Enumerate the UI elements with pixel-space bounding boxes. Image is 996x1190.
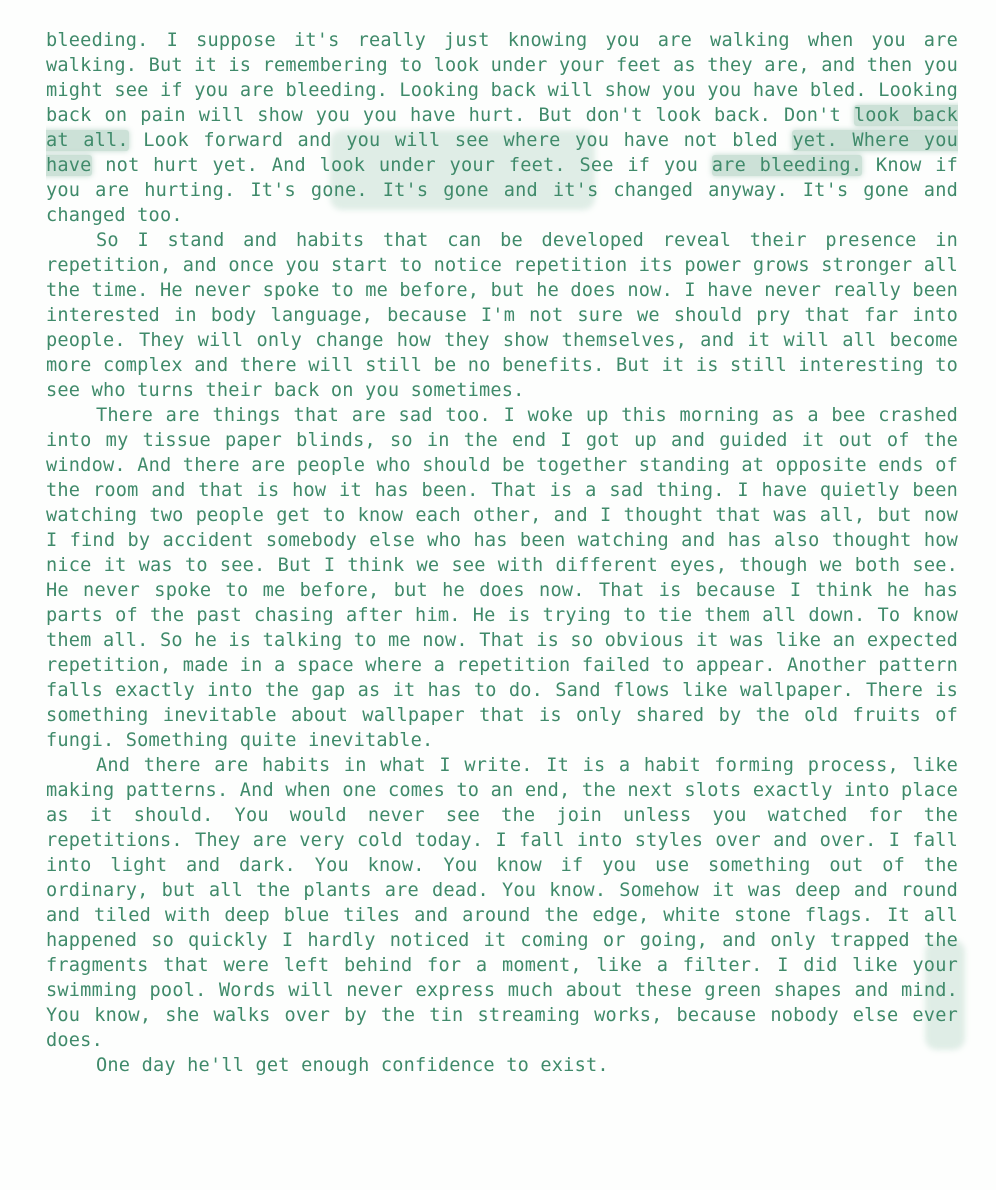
text-segment: not hurt yet. And look under your feet. See if you	[91, 155, 712, 176]
paragraph-3	[46, 403, 958, 753]
text-segment: One day he'll get enough confidence to exist.	[96, 1055, 609, 1076]
text-segment: There are things that are sad too. I woke up this morning as a bee crashed into my tissue paper blinds, so in the end I got up and guided it out of the window. And there are people who should be together standing at opposite ends of the room and that is how it has been. That is a sad thing. I have quietly been watching two people get to know each other, and I thought that was all, but now I find by accident somebody else who has been watching and has also thought how nice it was to see. But I think we see with different eyes, though we both see. He never spoke to me before, but he does now. That is because I think he has parts of the past chasing after him. He is trying to tie them all down. To know them all. So he is talking to me now. That is so obvious it was like an expected repetition, made in a space where a repetition failed to appear. Another pattern falls exactly into the gap as it has to do. Sand flows like wallpaper. There is something inevitable about wallpaper that is only shared by the old fruits of fungi. Something quite inevitable.	[46, 405, 958, 751]
text-segment: Know if you are hurting. It's gone. It's gone and it's changed anyway. It's gone and changed too.	[46, 155, 958, 226]
highlighted-text: are bleeding.	[711, 155, 863, 176]
paragraph-4	[46, 753, 958, 1053]
text-segment: And there are habits in what I write. It is a habit forming process, like making patterns. And when one comes to an end, the next slots exactly into place as it should. You would never see the join unless you watched for the repetitions. They are very cold today. I fall into styles over and over. I fall into light and dark. You know. You know if you use something out of the ordinary, but all the plants are dead. You know. Somehow it was deep and round and tiled with deep blue tiles and around the edge, white stone flags. It all happened so quickly I hardly noticed it coming or going, and only trapped the fragments that were left behind for a moment, like a filter. I did like your swimming pool. Words will never express much about these green shapes and mind. You know, she walks over by the tin streaming works, because nobody else ever does.	[46, 755, 958, 1051]
highlighted-text: yet. Where you have	[46, 130, 958, 176]
paragraph-1	[46, 28, 958, 228]
text-segment: Look forward and you will see where you have not bled	[128, 130, 793, 151]
highlighted-text: look back at all.	[46, 105, 958, 151]
body-text	[46, 28, 958, 1078]
paragraph-2	[46, 228, 958, 403]
paragraph-5	[46, 1053, 958, 1078]
text-segment: So I stand and habits that can be developed reveal their presence in repetition, and once you start to notice repetition its power grows stronger all the time. He never spoke to me before, but he does now. I have never really been interested in body language, because I'm not sure we should pry that far into people. They will only change how they show themselves, and it will all become more complex and there will still be no benefits. But it is still interesting to see who turns their back on you sometimes.	[46, 230, 958, 401]
text-segment: bleeding. I suppose it's really just knowing you are walking when you are walking. But it is remembering to look under your feet as they are, and then you might see if you are bleeding. Looking back will show you you have bled. Looking back on pain will show you you have hurt. But don't look back. Don't	[46, 30, 958, 126]
